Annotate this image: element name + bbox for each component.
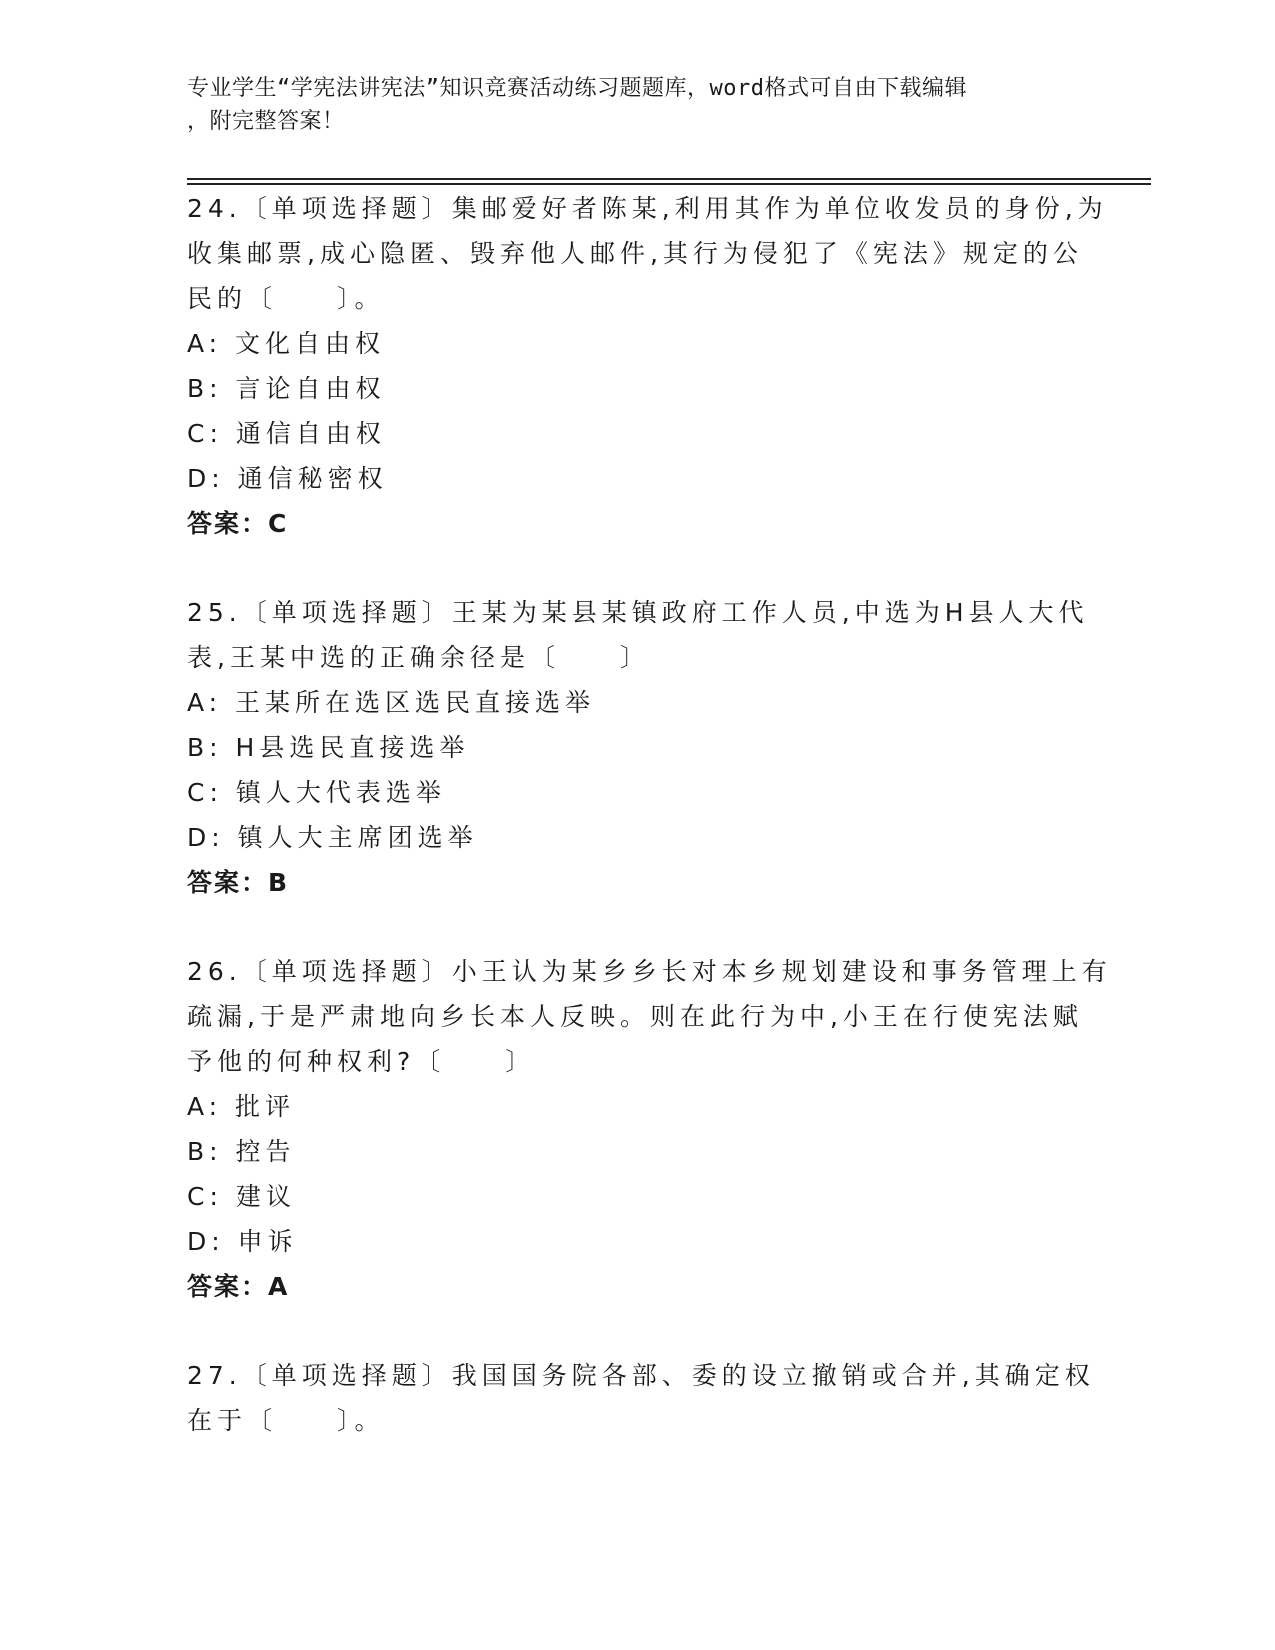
question-stem-line: 24.〔单项选择题〕集邮爱好者陈某,利用其作为单位收发员的身份,为 xyxy=(187,194,1108,223)
question-stem-line: 疏漏,于是严肃地向乡长本人反映。则在此行为中,小王在行使宪法赋 xyxy=(187,1002,1083,1031)
header-divider-bottom xyxy=(187,183,1151,185)
question-stem-line: 予他的何种权利?〔 〕 xyxy=(187,1047,536,1076)
option-a: A: 文化自由权 xyxy=(187,329,386,358)
option-a: A: 批评 xyxy=(187,1092,296,1121)
answer-label: 答案：A xyxy=(187,1272,290,1301)
option-b: B: 言论自由权 xyxy=(187,374,386,403)
question-stem-line: 收集邮票,成心隐匿、毁弃他人邮件,其行为侵犯了《宪法》规定的公 xyxy=(187,239,1083,268)
option-c: C: 通信自由权 xyxy=(187,419,386,448)
question-25 xyxy=(187,590,1087,905)
question-stem-line: 在于〔 〕。 xyxy=(187,1406,385,1435)
header-line-2: ，附完整答案！ xyxy=(187,109,345,134)
question-stem-line: 表,王某中选的正确余径是〔 〕 xyxy=(187,643,650,672)
header-divider-top xyxy=(187,178,1151,180)
option-b: B: H县选民直接选举 xyxy=(187,733,470,762)
question-26 xyxy=(187,949,1112,1309)
answer-label: 答案：C xyxy=(187,509,289,538)
document-header xyxy=(187,72,1067,138)
option-c: C: 镇人大代表选举 xyxy=(187,778,446,807)
option-d: D: 通信秘密权 xyxy=(187,464,388,493)
option-b: B: 控告 xyxy=(187,1137,296,1166)
question-stem-line: 26.〔单项选择题〕小王认为某乡乡长对本乡规划建设和事务管理上有 xyxy=(187,957,1112,986)
option-a: A: 王某所在选区选民直接选举 xyxy=(187,688,596,717)
option-c: C: 建议 xyxy=(187,1182,296,1211)
question-stem-line: 民的〔 〕。 xyxy=(187,284,385,313)
answer-label: 答案：B xyxy=(187,868,290,897)
option-d: D: 申诉 xyxy=(187,1227,298,1256)
option-d: D: 镇人大主席团选举 xyxy=(187,823,478,852)
question-27 xyxy=(187,1353,1095,1443)
question-stem-line: 27.〔单项选择题〕我国国务院各部、委的设立撤销或合并,其确定权 xyxy=(187,1361,1095,1390)
question-24 xyxy=(187,186,1108,546)
header-line-1: 专业学生“学宪法讲宪法”知识竞赛活动练习题题库，word格式可自由下载编辑 xyxy=(187,76,967,101)
question-stem-line: 25.〔单项选择题〕王某为某县某镇政府工作人员,中选为H县人大代 xyxy=(187,598,1089,627)
